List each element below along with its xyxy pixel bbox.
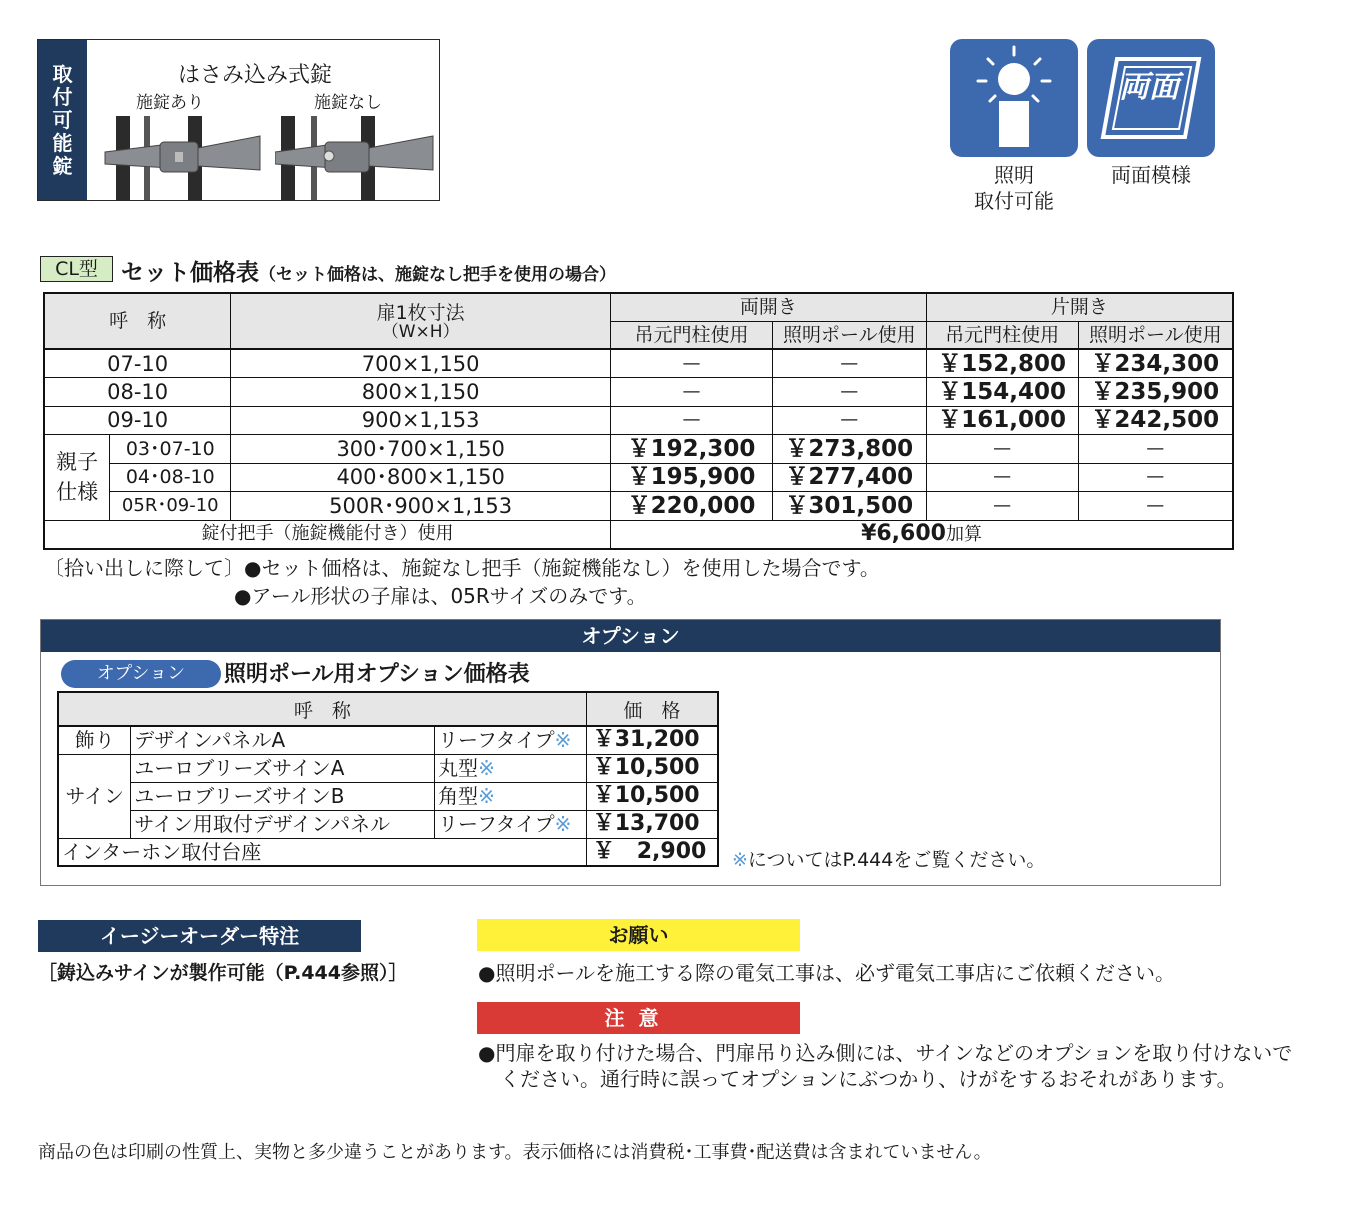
row-size: 900×1,153 xyxy=(231,406,611,435)
option-name: ユーロブリーズサインB xyxy=(131,782,435,810)
lock-without-label: 施錠なし xyxy=(314,93,382,113)
row-name: 05R･09-10 xyxy=(110,492,231,521)
row-size: 700×1,150 xyxy=(231,349,611,378)
table-row xyxy=(58,838,718,866)
option-price: ￥31,200 xyxy=(586,726,718,754)
table-row xyxy=(58,726,718,754)
row-double-pole: ￥273,800 xyxy=(772,435,926,464)
light-icon xyxy=(950,39,1078,157)
row-double-pole: — xyxy=(772,349,926,378)
footer-price-cell xyxy=(611,520,1233,549)
table-row xyxy=(44,406,1233,435)
row-name: 09-10 xyxy=(44,406,231,435)
option-badge: オプション xyxy=(61,660,221,688)
row-single-pole: — xyxy=(1078,463,1233,492)
header-name: 呼 称 xyxy=(44,293,231,349)
option-type-cell xyxy=(435,810,587,838)
lock-side-char: 錠 xyxy=(52,153,73,178)
option-name: サイン用取付デザインパネル xyxy=(131,810,435,838)
option-type-cell xyxy=(435,782,587,810)
row-double-pole: ￥301,500 xyxy=(772,492,926,521)
pickup-note-2: ●アール形状の子扉は、05Rサイズのみです。 xyxy=(234,584,647,608)
option-header-name: 呼 称 xyxy=(58,692,586,726)
light-feature-label xyxy=(950,162,1078,214)
option-mark: ※ xyxy=(554,812,572,836)
option-price-table xyxy=(57,691,719,867)
header-single-post: 吊元門柱使用 xyxy=(926,321,1078,349)
easy-order-text: ［鋳込みサインが製作可能（P.444参照）］ xyxy=(38,962,408,984)
caution-line-1: ●門扉を取り付けた場合、門扉吊り込み側には、サインなどのオプションを取り付けないで xyxy=(478,1041,1293,1065)
row-double-post: — xyxy=(611,349,773,378)
row-size: 400･800×1,150 xyxy=(231,463,611,492)
footer-label: 錠付把手（施錠機能付き）使用 xyxy=(44,520,611,549)
request-text: ●照明ポールを施工する際の電気工事は、必ず電気工事店にご依頼ください。 xyxy=(478,961,1176,985)
row-single-pole: ￥242,500 xyxy=(1078,406,1233,435)
header-size-line2: （W×H） xyxy=(381,322,460,342)
oyako-label xyxy=(44,435,110,521)
option-mark: ※ xyxy=(478,756,495,780)
lock-side-char: 能 xyxy=(52,130,73,155)
table-row xyxy=(44,463,1233,492)
lock-side-char: 取 xyxy=(52,61,73,86)
option-note xyxy=(732,845,1045,872)
row-single-pole: ￥235,900 xyxy=(1078,378,1233,407)
table-row xyxy=(44,378,1233,407)
row-single-pole: — xyxy=(1078,492,1233,521)
double-sided-feature-label: 両面模様 xyxy=(1111,163,1191,187)
row-name: 07-10 xyxy=(44,349,231,378)
row-single-post: — xyxy=(926,435,1078,464)
pickup-notes xyxy=(44,554,880,610)
table-row xyxy=(58,782,718,810)
lock-title: はさみ込み式錠 xyxy=(178,63,333,88)
row-single-post: — xyxy=(926,492,1078,521)
option-header-price: 価 格 xyxy=(586,692,718,726)
lock-side-label xyxy=(38,40,87,200)
double-sided-glyphs: 両面 xyxy=(1119,70,1179,105)
row-double-post: — xyxy=(611,406,773,435)
row-double-post: ￥220,000 xyxy=(611,492,773,521)
row-size: 500R･900×1,153 xyxy=(231,492,611,521)
caution-bar: 注意 xyxy=(477,1002,800,1034)
caution-text xyxy=(478,1040,1348,1092)
header-size xyxy=(231,293,611,349)
option-note-mark: ※ xyxy=(732,849,748,871)
table-row xyxy=(44,435,1233,464)
caution-line-2: ください。通行時に誤ってオプションにぶつかり、けがをするおそれがあります。 xyxy=(500,1067,1237,1091)
lock-with-label: 施錠あり xyxy=(136,93,204,113)
option-note-text: についてはP.444をご覧ください。 xyxy=(747,849,1046,871)
double-sided-feature-box xyxy=(1087,39,1215,157)
header-size-line1: 扉1枚寸法 xyxy=(376,302,465,324)
row-single-post: ￥154,400 xyxy=(926,378,1078,407)
option-category: サイン xyxy=(58,754,131,838)
footer-suffix: 加算 xyxy=(945,523,982,545)
option-section-bar: オプション xyxy=(41,620,1220,652)
set-price-title-main: セット価格表 xyxy=(121,260,259,286)
table-row xyxy=(58,754,718,782)
row-double-pole: — xyxy=(772,378,926,407)
header-single: 片開き xyxy=(926,293,1233,321)
table-row xyxy=(44,349,1233,378)
lock-side-char: 付 xyxy=(52,84,73,109)
lock-panel xyxy=(37,39,440,201)
row-single-pole: ￥234,300 xyxy=(1078,349,1233,378)
light-feature-line2: 取付可能 xyxy=(974,189,1054,213)
header-single-pole: 照明ポール使用 xyxy=(1078,321,1233,349)
lock-with-image xyxy=(100,116,262,200)
option-category: 飾り xyxy=(58,726,131,754)
lock-side-char: 可 xyxy=(52,107,73,132)
option-type: 丸型 xyxy=(438,756,479,780)
cl-type-badge: CL型 xyxy=(40,256,113,282)
double-sided-pattern-icon xyxy=(1087,39,1215,157)
option-price: ￥10,500 xyxy=(586,754,718,782)
row-name: 03･07-10 xyxy=(110,435,231,464)
row-single-post: ￥161,000 xyxy=(926,406,1078,435)
lock-without-image xyxy=(275,116,437,200)
row-double-post: — xyxy=(611,378,773,407)
row-name: 08-10 xyxy=(44,378,231,407)
option-type-cell xyxy=(435,754,587,782)
row-single-post: ￥152,800 xyxy=(926,349,1078,378)
row-double-pole: ￥277,400 xyxy=(772,463,926,492)
option-name: デザインパネルA xyxy=(131,726,435,754)
option-type: リーフタイプ xyxy=(438,728,555,753)
request-bar: お願い xyxy=(477,919,800,951)
option-table-title: 照明ポール用オプション価格表 xyxy=(224,662,530,687)
option-name: インターホン取付台座 xyxy=(58,838,586,866)
option-name: ユーロブリーズサインA xyxy=(131,754,435,782)
row-name: 04･08-10 xyxy=(110,463,231,492)
set-price-title xyxy=(121,254,616,287)
light-feature-box xyxy=(950,39,1078,157)
oyako-label-line1: 親子 xyxy=(56,450,99,475)
row-double-post: ￥195,900 xyxy=(611,463,773,492)
option-mark: ※ xyxy=(478,784,495,808)
header-double-post: 吊元門柱使用 xyxy=(611,321,773,349)
option-type: リーフタイプ xyxy=(438,812,555,836)
row-double-pole: — xyxy=(772,406,926,435)
option-type: 角型 xyxy=(438,784,479,808)
table-row xyxy=(58,810,718,838)
table-footer-row xyxy=(44,520,1233,549)
option-mark: ※ xyxy=(554,728,572,753)
light-feature-line1: 照明 xyxy=(994,163,1034,187)
set-price-subtitle: （セット価格は、施錠なし把手を使用の場合） xyxy=(259,265,616,285)
row-size: 800×1,150 xyxy=(231,378,611,407)
option-price: ￥10,500 xyxy=(586,782,718,810)
easy-order-bar: イージーオーダー特注 xyxy=(38,920,361,952)
row-single-post: — xyxy=(926,463,1078,492)
option-price: ￥13,700 xyxy=(586,810,718,838)
footer-price: ¥6,600 xyxy=(861,520,946,546)
pickup-note-1: 〔拾い出しに際して〕●セット価格は、施錠なし把手（施錠機能なし）を使用した場合です。 xyxy=(44,556,880,580)
oyako-label-line2: 仕様 xyxy=(56,480,99,505)
header-double: 両開き xyxy=(611,293,927,321)
header-double-pole: 照明ポール使用 xyxy=(772,321,926,349)
footnote: 商品の色は印刷の性質上、実物と多少違うことがあります。表示価格には消費税･工事費･配送費は含まれていません。 xyxy=(38,1142,992,1163)
set-price-table xyxy=(43,292,1234,550)
option-price: ￥ 2,900 xyxy=(586,838,718,866)
row-size: 300･700×1,150 xyxy=(231,435,611,464)
row-single-pole: — xyxy=(1078,435,1233,464)
row-double-post: ￥192,300 xyxy=(611,435,773,464)
option-type-cell xyxy=(435,726,587,754)
table-row xyxy=(44,492,1233,521)
